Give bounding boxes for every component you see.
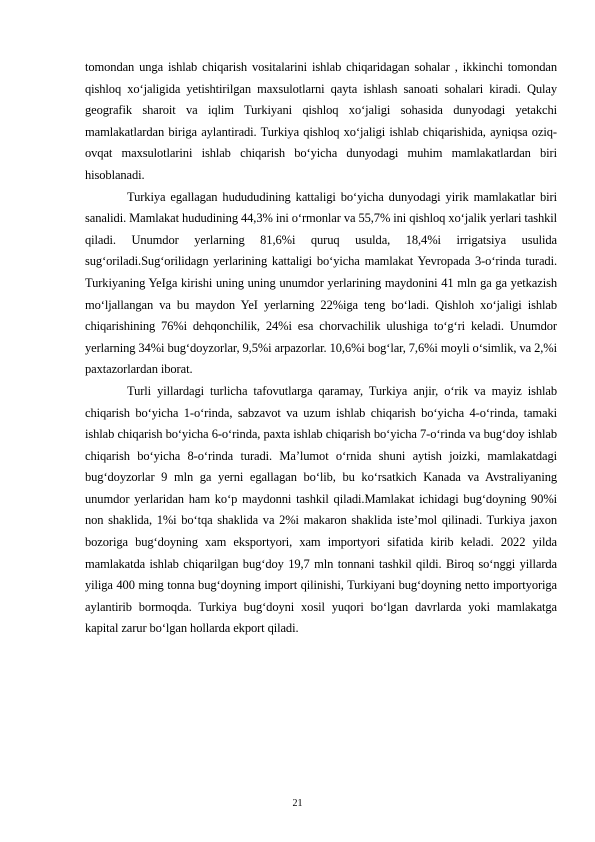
page-number: 21 <box>292 798 303 809</box>
document-page <box>85 57 557 640</box>
paragraph-3: Turli yillardagi turlicha tafovutlarga qaramay, Turkiya anjir, o‘rik va mayiz ishlab chiqarish bo‘yicha 1-o‘rinda, sabzavot va uzum ishlab chiqarish bo‘yicha 4-o‘rinda, tamaki ishlab chiqarish bo‘yicha 6-o‘rinda, paxta ishlab chiqarish bo‘yicha 7-o‘rinda va bug‘doy ishlab chiqarish bo‘yicha 8-o‘rinda turadi. Ma’lumot o‘rnida shuni aytish joizki, mamlakatdagi bug‘doyzorlar 9 mln ga yerni egallagan bo‘lib, bu ko‘rsatkich Kanada va Avstraliyaning unumdor yerlaridan ham ko‘p maydonni tashkil qiladi.Mamlakat ichidagi bug‘doyning 90%i non shaklida, 1%i bo‘tqa shaklida va 2%i makaron shaklida iste’mol qilinadi. Turkiya jaxon bozoriga bug‘doyning xam eksportyori, xam importyori sifatida kirib keladi. 2022 yilda mamlakatda ishlab chiqarilgan bug‘doy 19,7 mln tonnani tashkil qildi. Biroq so‘nggi yillarda yiliga 400 ming tonna bug‘doyning import qilinishi, Turkiyani bug‘doyning netto importyoriga aylantirib bormoqda. Turkiya bug‘doyni xosil yuqori bo‘lgan davrlarda yoki mamlakatga kapital zarur bo‘lgan hollarda ekport qiladi. <box>85 383 557 636</box>
paragraph-1: tomondan unga ishlab chiqarish vositalarini ishlab chiqaridagan sohalar , ikkinchi tomondan qishloq xo‘jaligida yetishtirilgan maxsulotlarni qayta ishlash sanoati sohalari kiradi. Qulay geografik sharoit va iqlim Turkiyani qishloq xo‘jaligi sohasida dunyodagi yetakchi mamlakatlardan biriga aylantiradi. Turkiya qishloq xo‘jaligi ishlab chiqarishida, ayniqsa oziq-ovqat maxsulotlarini ishlab chiqarish bo‘yicha dunyodagi muhim mamlakatlardan biri hisoblanadi. <box>85 60 557 182</box>
paragraph-2: Turkiya egallagan hudududining kattaligi bo‘yicha dunyodagi yirik mamlakatlar biri sanalidi. Mamlakat hududining 44,3% ini o‘rmonlar va 55,7% ini qishloq xo‘jalik yerlari tashkil qiladi. Unumdor yerlarning 81,6%i quruq usulda, 18,4%i irrigatsiya usulida sug‘oriladi.Sug‘orilidagn yerlarining kattaligi bo‘yicha mamlakat Yevropada 3-o‘rinda turadi. Turkiyaning YeIga kirishi uning uning unumdor yerlarining maydonini 41 mln ga ga yetkazish mo‘ljallangan va bu maydon YeI yerlarning 22%iga teng bo‘ladi. Qishloh xo‘jaligi ishlab chiqarishining 76%i dehqonchilik, 24%i esa chorvachilik ulushiga to‘g‘ri keladi. Unumdor yerlarning 34%i bug‘doyzorlar, 9,5%i arpazorlar. 10,6%i bog‘lar, 7,6%i moyli o‘simlik, va 2,%i paxtazorlardan iborat. <box>85 189 558 377</box>
